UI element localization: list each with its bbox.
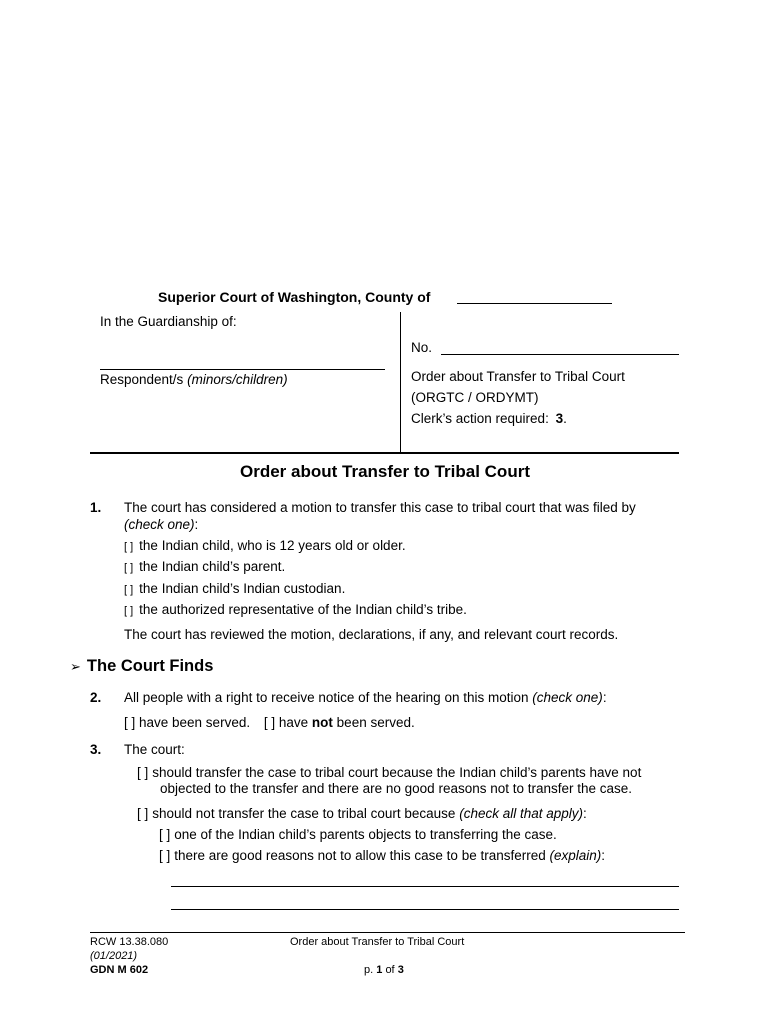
footer-rcw: RCW 13.38.080 [90,936,169,948]
option-should-not-label: should not transfer the case to tribal court because [152,806,456,821]
section-1-hint-colon: : [194,517,199,532]
option-should-line-1: should transfer the case to tribal court because the Indian child’s parents have not [152,765,642,780]
clerk-action-period: . [563,411,567,426]
section-1-hint-text: (check one) [124,517,195,532]
section-1-option-tribe[interactable] [124,602,467,617]
section-1-option-parent[interactable] [124,559,285,574]
option-should-not-hint: (check all that apply) [459,806,584,821]
page-title: Order about Transfer to Tribal Court [240,462,530,481]
section-3-option-should-not[interactable] [137,806,587,821]
footer-date: (01/2021) [90,950,138,962]
section-3-number: 3. [90,742,102,757]
footer-title: Order about Transfer to Tribal Court [290,936,465,948]
checkbox-child[interactable]: [ ] [124,541,134,553]
section-2-text [124,690,607,705]
case-number-label: No. [411,340,433,355]
footer-form-id: GDN M 602 [90,964,149,976]
option-not-served-rest: been served. [336,715,415,730]
sub-option-good-reasons-hint: (explain) [549,848,602,863]
checkbox-tribe[interactable]: [ ] [124,605,134,617]
page-prefix: p. [364,964,374,976]
footer-rule [90,932,685,933]
section-3-intro: The court: [124,742,185,757]
section-1-hint [124,517,198,532]
option-not-served-bold: not [311,715,333,730]
page-current: 1 [376,964,383,976]
page-total: 3 [397,964,404,976]
option-tribe-label: the authorized representative of the Indian child’s tribe. [139,602,467,617]
findings-title: The Court Finds [86,657,214,675]
explain-line-2[interactable] [171,909,679,910]
findings-header [70,657,213,676]
option-should-not-colon: : [583,806,587,821]
section-1-text: The court has considered a motion to transfer this case to tribal court that was filed by [124,500,636,515]
respondent-label [100,372,288,387]
sub-option-parent-objects-label: one of the Indian child’s parents objects to transferring the case. [174,827,557,842]
case-number-blank-line [441,354,679,355]
respondent-label-text: Respondent/s [100,372,184,387]
section-1-option-child[interactable] [124,538,406,553]
explain-line-1[interactable] [171,886,679,887]
caption-bottom-rule [90,452,679,454]
section-2-options [124,715,415,730]
option-not-served[interactable]: [ ] have [263,715,309,730]
respondent-blank-line [100,369,385,370]
page-of: of [385,964,395,976]
caption-order-title: Order about Transfer to Tribal Court [411,369,625,384]
sub-option-good-reasons-label: there are good reasons not to allow this case to be transferred [174,848,546,863]
section-2-hint: (check one) [532,690,603,705]
checkbox-parent[interactable]: [ ] [124,562,134,574]
clerk-action-value: 3 [555,411,564,426]
sub-option-good-reasons-colon: : [601,848,606,863]
court-title-text: Superior Court of Washington, County of [158,289,431,305]
sub-option-good-reasons[interactable] [159,848,605,863]
option-should-line-2: objected to the transfer and there are no good reasons not to transfer the case. [160,781,633,796]
checkbox-custodian[interactable]: [ ] [124,584,134,596]
section-1-option-custodian[interactable] [124,581,345,596]
respondent-hint: (minors/children) [187,372,288,387]
option-custodian-label: the Indian child’s Indian custodian. [139,581,346,596]
section-2-hint-colon: : [602,690,607,705]
arrow-bullet-icon: ➢ [70,660,81,675]
option-parent-label: the Indian child’s parent. [139,559,286,574]
checkbox-parent-objects[interactable]: [ ] [159,827,171,842]
section-2-text-main: All people with a right to receive notice of the hearing on this motion [124,690,529,705]
section-2-number: 2. [90,690,102,705]
caption-vertical-divider [400,312,401,452]
clerk-action [411,411,567,426]
county-blank-line [457,303,612,304]
clerk-action-label: Clerk’s action required: [411,411,549,426]
guardianship-label: In the Guardianship of: [100,314,237,329]
option-child-label: the Indian child, who is 12 years old or older. [139,538,406,553]
section-3-option-should[interactable] [137,765,641,780]
checkbox-good-reasons[interactable]: [ ] [159,848,171,863]
section-1-reviewed: The court has reviewed the motion, declarations, if any, and relevant court records. [124,627,619,642]
court-title [158,289,430,305]
section-1-number: 1. [90,500,102,515]
footer-page-number [364,964,404,976]
checkbox-should-not-transfer[interactable]: [ ] [137,806,149,821]
caption-order-code: (ORGTC / ORDYMT) [411,390,539,405]
checkbox-should-transfer[interactable]: [ ] [137,765,149,780]
option-served[interactable]: [ ] have been served. [124,715,251,730]
sub-option-parent-objects[interactable] [159,827,557,842]
